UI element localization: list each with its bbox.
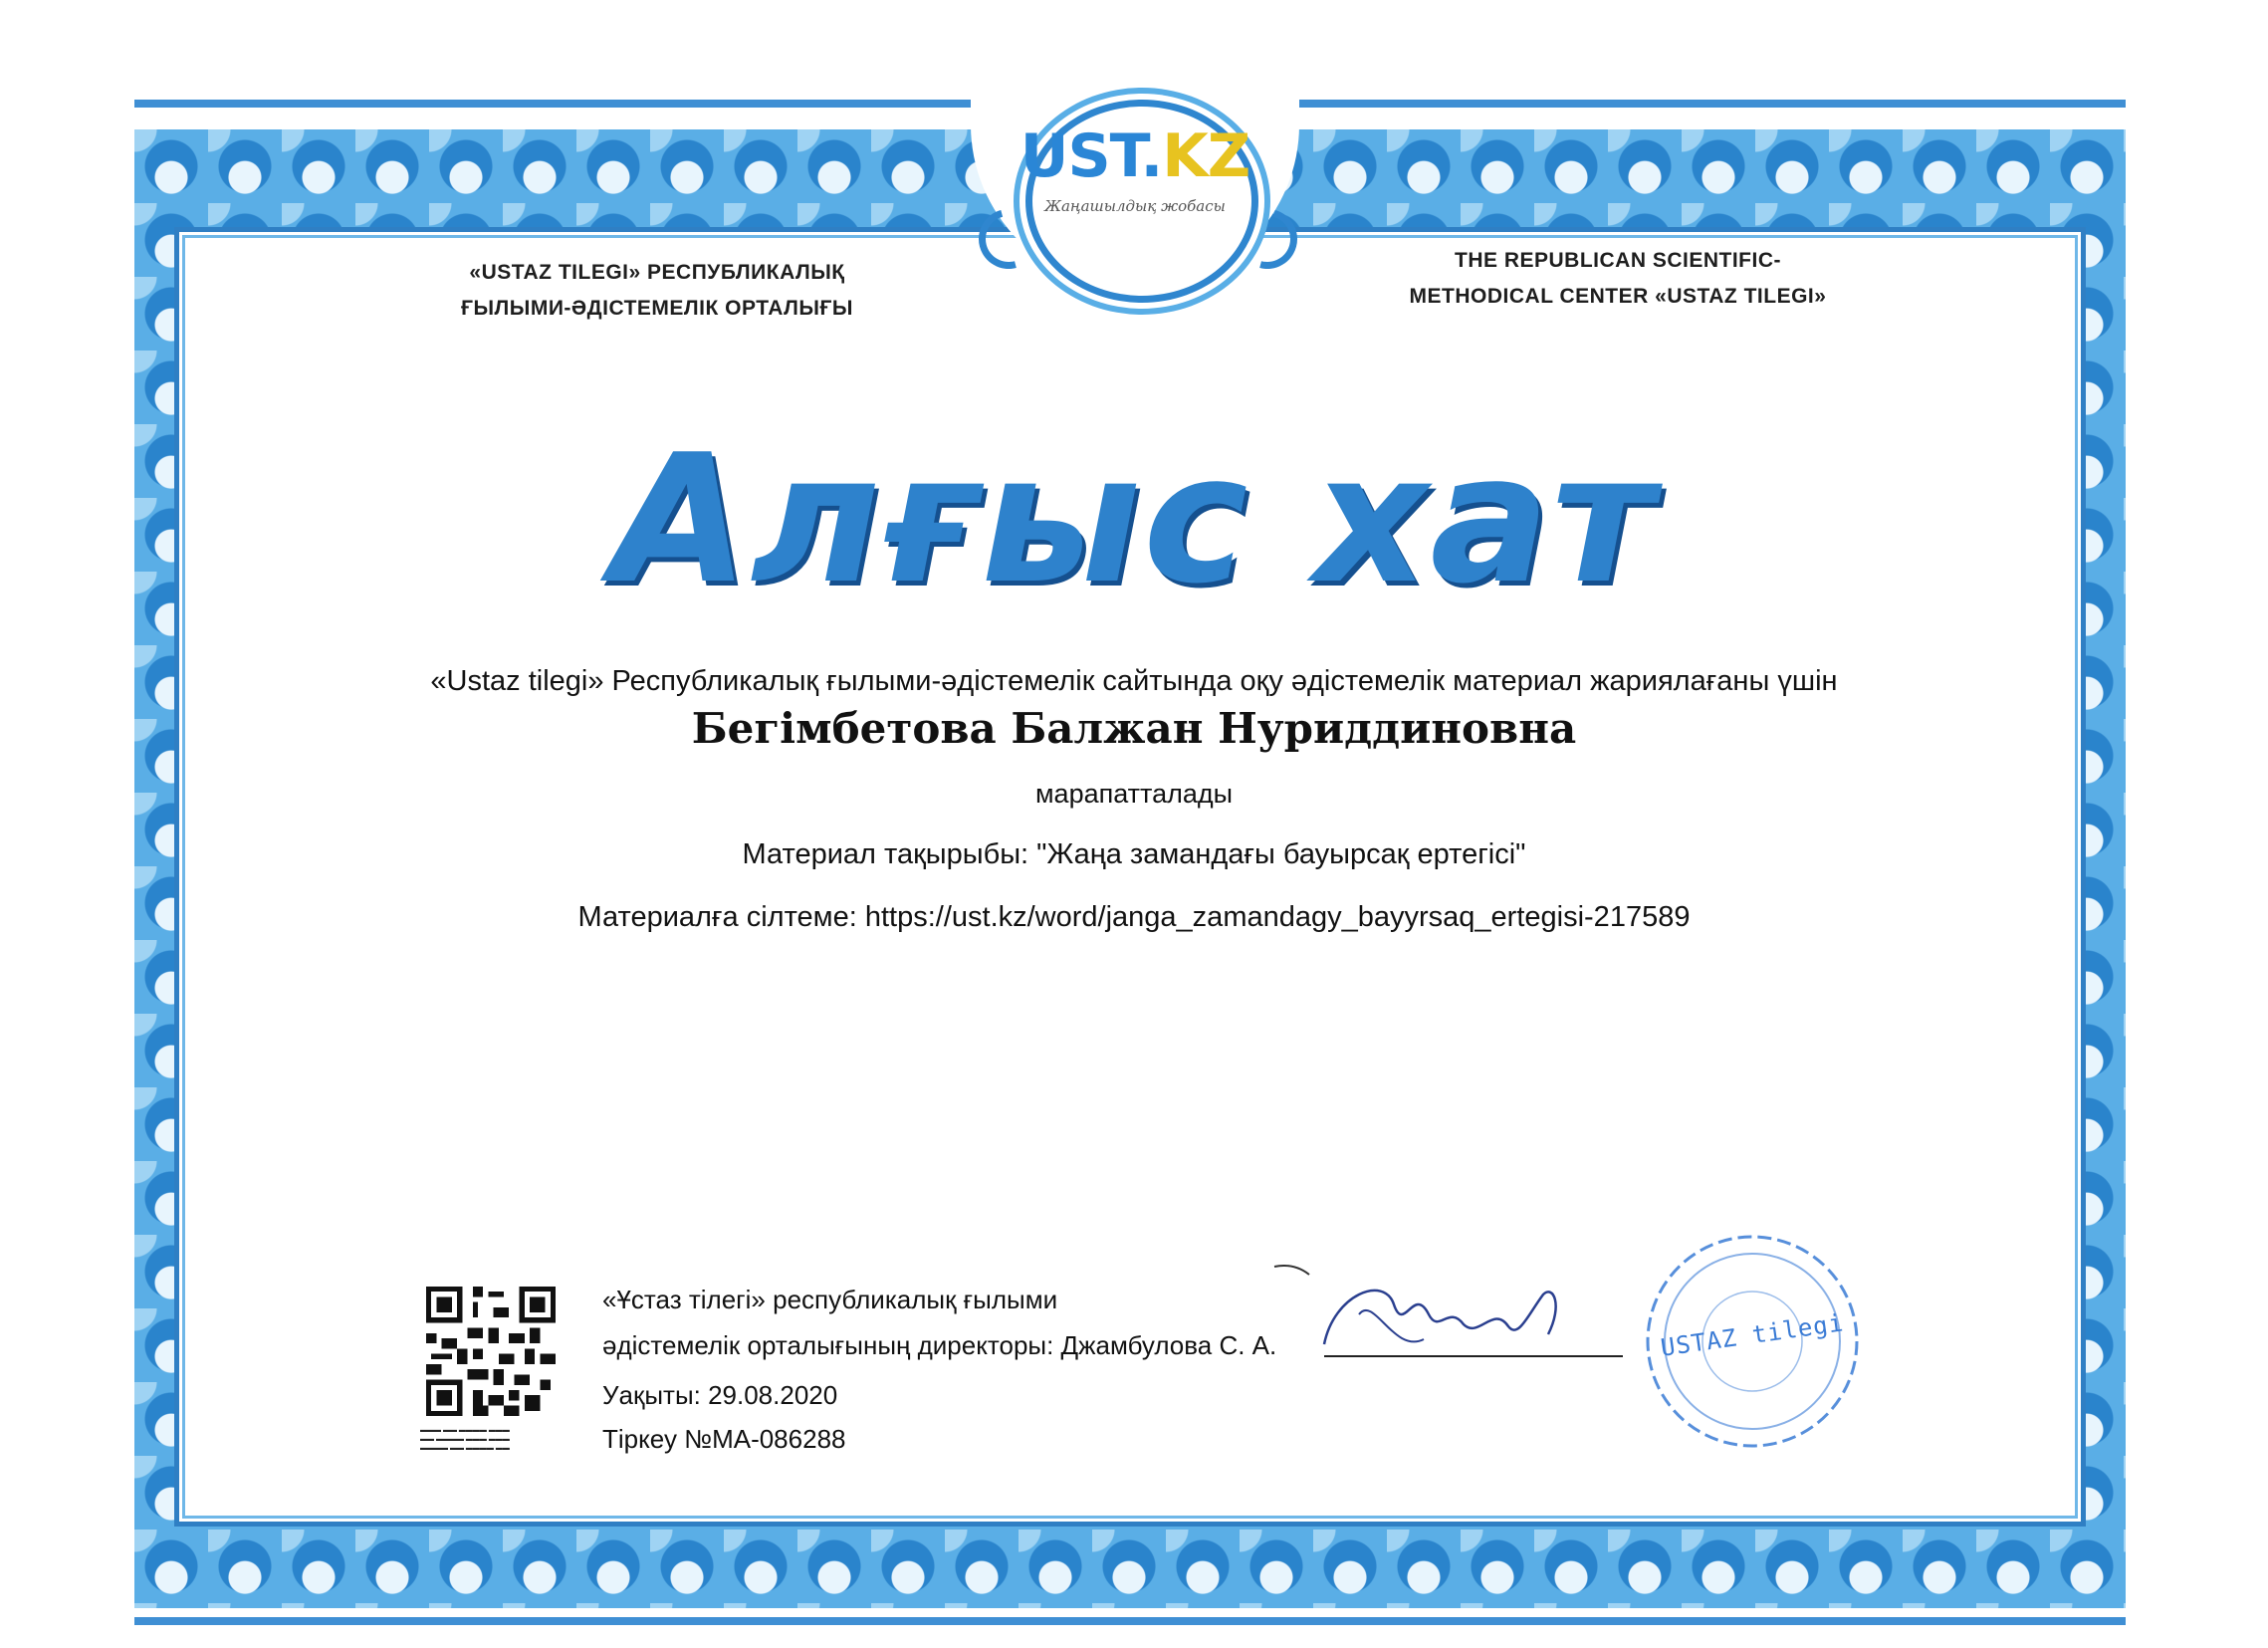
org-en-line-1: THE REPUBLICAN SCIENTIFIC- [1455, 249, 1781, 272]
org-kz-line-2: ҒЫЛЫМИ-ӘДІСТЕМЕЛІК ОРТАЛЫҒЫ [461, 297, 853, 320]
stamp-label: USTAZ tilegi [1659, 1308, 1846, 1362]
material-topic: Материал тақырыбы: "Жаңа замандағы бауырсақ ертегісі" [742, 838, 1526, 870]
org-name-en [1379, 243, 1857, 315]
qr-caption: ▬▬▬ ▬▬ ▬▬▬▬ ▬▬▬ ▬▬ ▬▬▬▬ ▬▬▬ ▬▬▬ ▬▬▬▬ ▬▬ ▬▬▬▬ ▬▬ [420, 1427, 510, 1452]
bottom-rule [134, 1617, 2126, 1625]
registration-number: Тіркеу №МА-086288 [602, 1424, 846, 1454]
qr-code-icon [426, 1287, 556, 1416]
recipient-name: Бегімбетова Балжан Нуриддиновна [691, 704, 1577, 753]
ust-kz-logo [971, 121, 1299, 191]
signature-icon [1264, 1265, 1633, 1374]
director-line-1: «Ұстаз тілегі» республикалық ғылыми [602, 1285, 1058, 1314]
logo-ust-part: UST. [1020, 121, 1163, 191]
certificate-title: Алғыс хат [611, 416, 1657, 622]
org-name-kz [428, 255, 886, 327]
ust-kz-emblem [971, 60, 1299, 319]
award-reason: «Ustaz tilegi» Республикалық ғылыми-әдістемелік сайтында оқу әдістемелік материал жариялағаны үшін [430, 665, 1838, 697]
awarded-label: марапатталады [1034, 779, 1234, 809]
logo-kz-part: KZ [1162, 121, 1250, 191]
material-link: Материалға сілтеме: https://ust.kz/word/janga_zamandagy_bayyrsaq_ertegisi-217589 [577, 901, 1691, 933]
issue-date: Уақыты: 29.08.2020 [602, 1380, 838, 1410]
logo-subtitle: Жаңашылдық жобасы [1044, 197, 1226, 215]
org-en-line-2: METHODICAL CENTER «USTAZ TILEGI» [1409, 285, 1827, 308]
director-line-2: әдістемелік орталығының директоры: Джамбулова С. А. [602, 1330, 1277, 1360]
org-kz-line-1: «USTAZ TILEGI» РЕСПУБЛИКАЛЫҚ [469, 261, 845, 284]
